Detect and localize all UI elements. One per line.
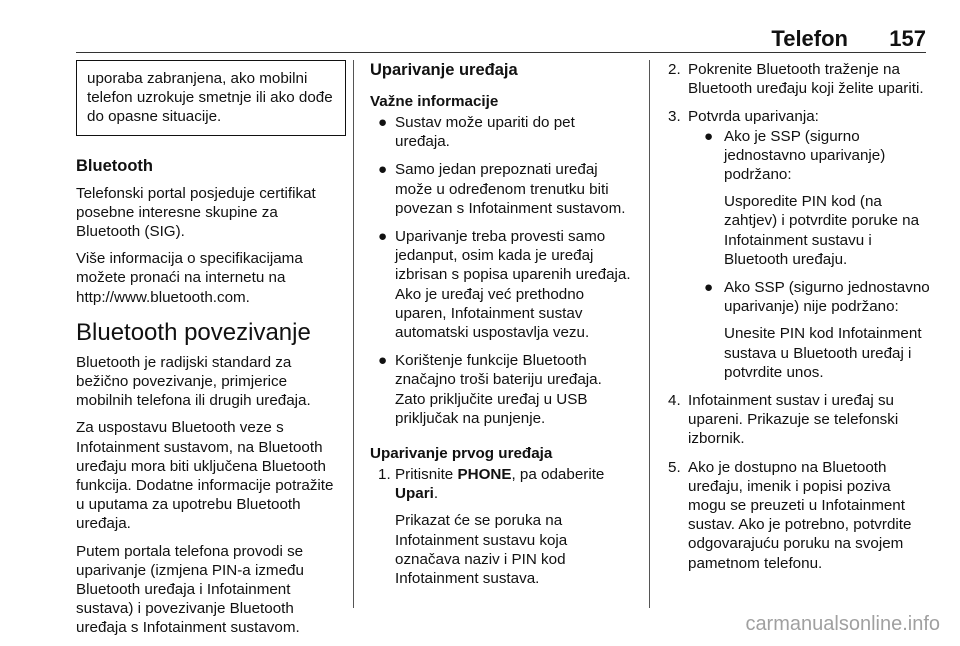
column-right <box>668 60 930 582</box>
page-title: Telefon <box>771 26 848 51</box>
first-pairing-steps <box>370 465 632 588</box>
list-item: ● Korištenje funkcije Bluetooth značajno troši bateriju uređaja. Zato priključite uređaj u USB priključak na punjenje. <box>378 352 602 427</box>
list-item: 4. Infotainment sustav i uređaj su upareni. Prikazuje se telefonski izbornik. <box>668 392 899 448</box>
list-item: 2. Pokrenite Bluetooth traženje na Bluetooth uređaju koji želite upariti. <box>668 61 924 98</box>
warning-box <box>76 60 346 136</box>
list-item: 1. Pritisnite PHONE, pa odaberite Upari. Prikazat će se poruka na Infotainment sustavu koja označava naziv i PIN kod Infotainment sustava. <box>370 465 632 588</box>
phone-key-label: PHONE <box>457 466 512 484</box>
list-item: ● Sustav može upariti do pet uređaja. <box>378 114 575 151</box>
bullet-icon: ● <box>378 114 388 131</box>
column-divider-1 <box>353 60 354 608</box>
list-item: ● Ako SSP (sigurno jednostavno uparivanje) nije podržano: Unesite PIN kod Infotainment sustava u Bluetooth uređaj i potvrdite unos. <box>704 279 930 381</box>
bluetooth-connection-heading: Bluetooth povezivanje <box>76 318 311 346</box>
list-item: ● Samo jedan prepoznati uređaj može u određenom trenutku biti povezan s Infotainment sustavom. <box>378 161 626 217</box>
bullet-icon: ● <box>704 127 714 145</box>
list-item: ● Uparivanje treba provesti samo jedanput, osim kada je uređaj izbrisan s popisa uparenih uređaja. Ako je uređaj već prethodno uparen, Infotainment sustav automatski uspostavlja vezu. <box>378 228 631 342</box>
important-info-list <box>370 113 632 428</box>
column-middle <box>370 60 632 597</box>
bullet-icon: ● <box>378 352 388 370</box>
pairing-heading: Uparivanje uređaja <box>370 61 518 79</box>
pair-option-label: Upari <box>395 485 434 503</box>
page-header <box>0 24 926 54</box>
list-item: 3. Potvrda uparivanja: ● Ako je SSP (sigurno jednostavno uparivanje) podržano: Usporedite PIN kod (na zahtjev) i potvrdite poruke na Infotainment sustavu i Bluetooth uređaju. ● Ako SSP (sigurno jednostavno uparivanje) nije podržano: Unesite PIN kod Infotainment sustava u Bluetooth uređaj i potvrdite unos. <box>668 108 930 381</box>
bluetooth-paragraph-2: Više informacija o specifikacijama možete pronaći na internetu na http://www.bluetooth.com. <box>76 250 303 306</box>
ssp-options-list <box>688 127 930 382</box>
connection-paragraph-1: Bluetooth je radijski standard za bežično povezivanje, primjerice mobilnih telefona ili drugih uređaja. <box>76 353 311 410</box>
bullet-icon: ● <box>704 279 714 297</box>
bullet-icon: ● <box>378 228 388 246</box>
page-number: 157 <box>889 26 926 51</box>
connection-paragraph-3: Putem portala telefona provodi se uparivanje (izmjena PIN-a između Bluetooth uređaja i Infotainment sustava) i povezivanje Bluetooth uređaja s Infotainment sustavom. <box>76 542 304 637</box>
column-left <box>76 60 346 646</box>
bluetooth-paragraph-1: Telefonski portal posjeduje certifikat posebne interesne skupine za Bluetooth (SIG). <box>76 184 316 241</box>
first-pairing-heading: Uparivanje prvog uređaja <box>370 445 553 463</box>
connection-paragraph-2: Za uspostavu Bluetooth veze s Infotainment sustavom, na Bluetooth uređaju mora biti uključena Bluetooth funkcija. Dodatne informacije potražite u uputama za upotrebu Bluetooth uređaja. <box>76 419 334 533</box>
warning-text: uporaba zabranjena, ako mobilni telefon uzrokuje smetnje ili ako dođe do opasne situacije. <box>87 70 333 126</box>
bluetooth-heading: Bluetooth <box>76 156 153 175</box>
step-1-subtext: Prikazat će se poruka na Infotainment sustavu koja označava naziv i PIN kod Infotainment sustava. <box>395 512 568 588</box>
header-rule <box>76 52 926 53</box>
pairing-steps-continued <box>668 60 930 573</box>
important-info-heading: Važne informacije <box>370 93 499 110</box>
list-item: ● Ako je SSP (sigurno jednostavno uparivanje) podržano: Usporedite PIN kod (na zahtjev) i potvrdite poruke na Infotainment sustavu i Bluetooth uređaju. <box>704 127 920 268</box>
watermark: carmanualsonline.info <box>745 613 940 635</box>
bullet-icon: ● <box>378 161 388 179</box>
column-divider-2 <box>649 60 650 608</box>
list-item: 5. Ako je dostupno na Bluetooth uređaju, imenik i popisi poziva mogu se preuzeti u Infotainment sustav. Ako je potrebno, potvrdite odgovarajuću poruku na svojem pametnom telefonu. <box>668 458 912 572</box>
